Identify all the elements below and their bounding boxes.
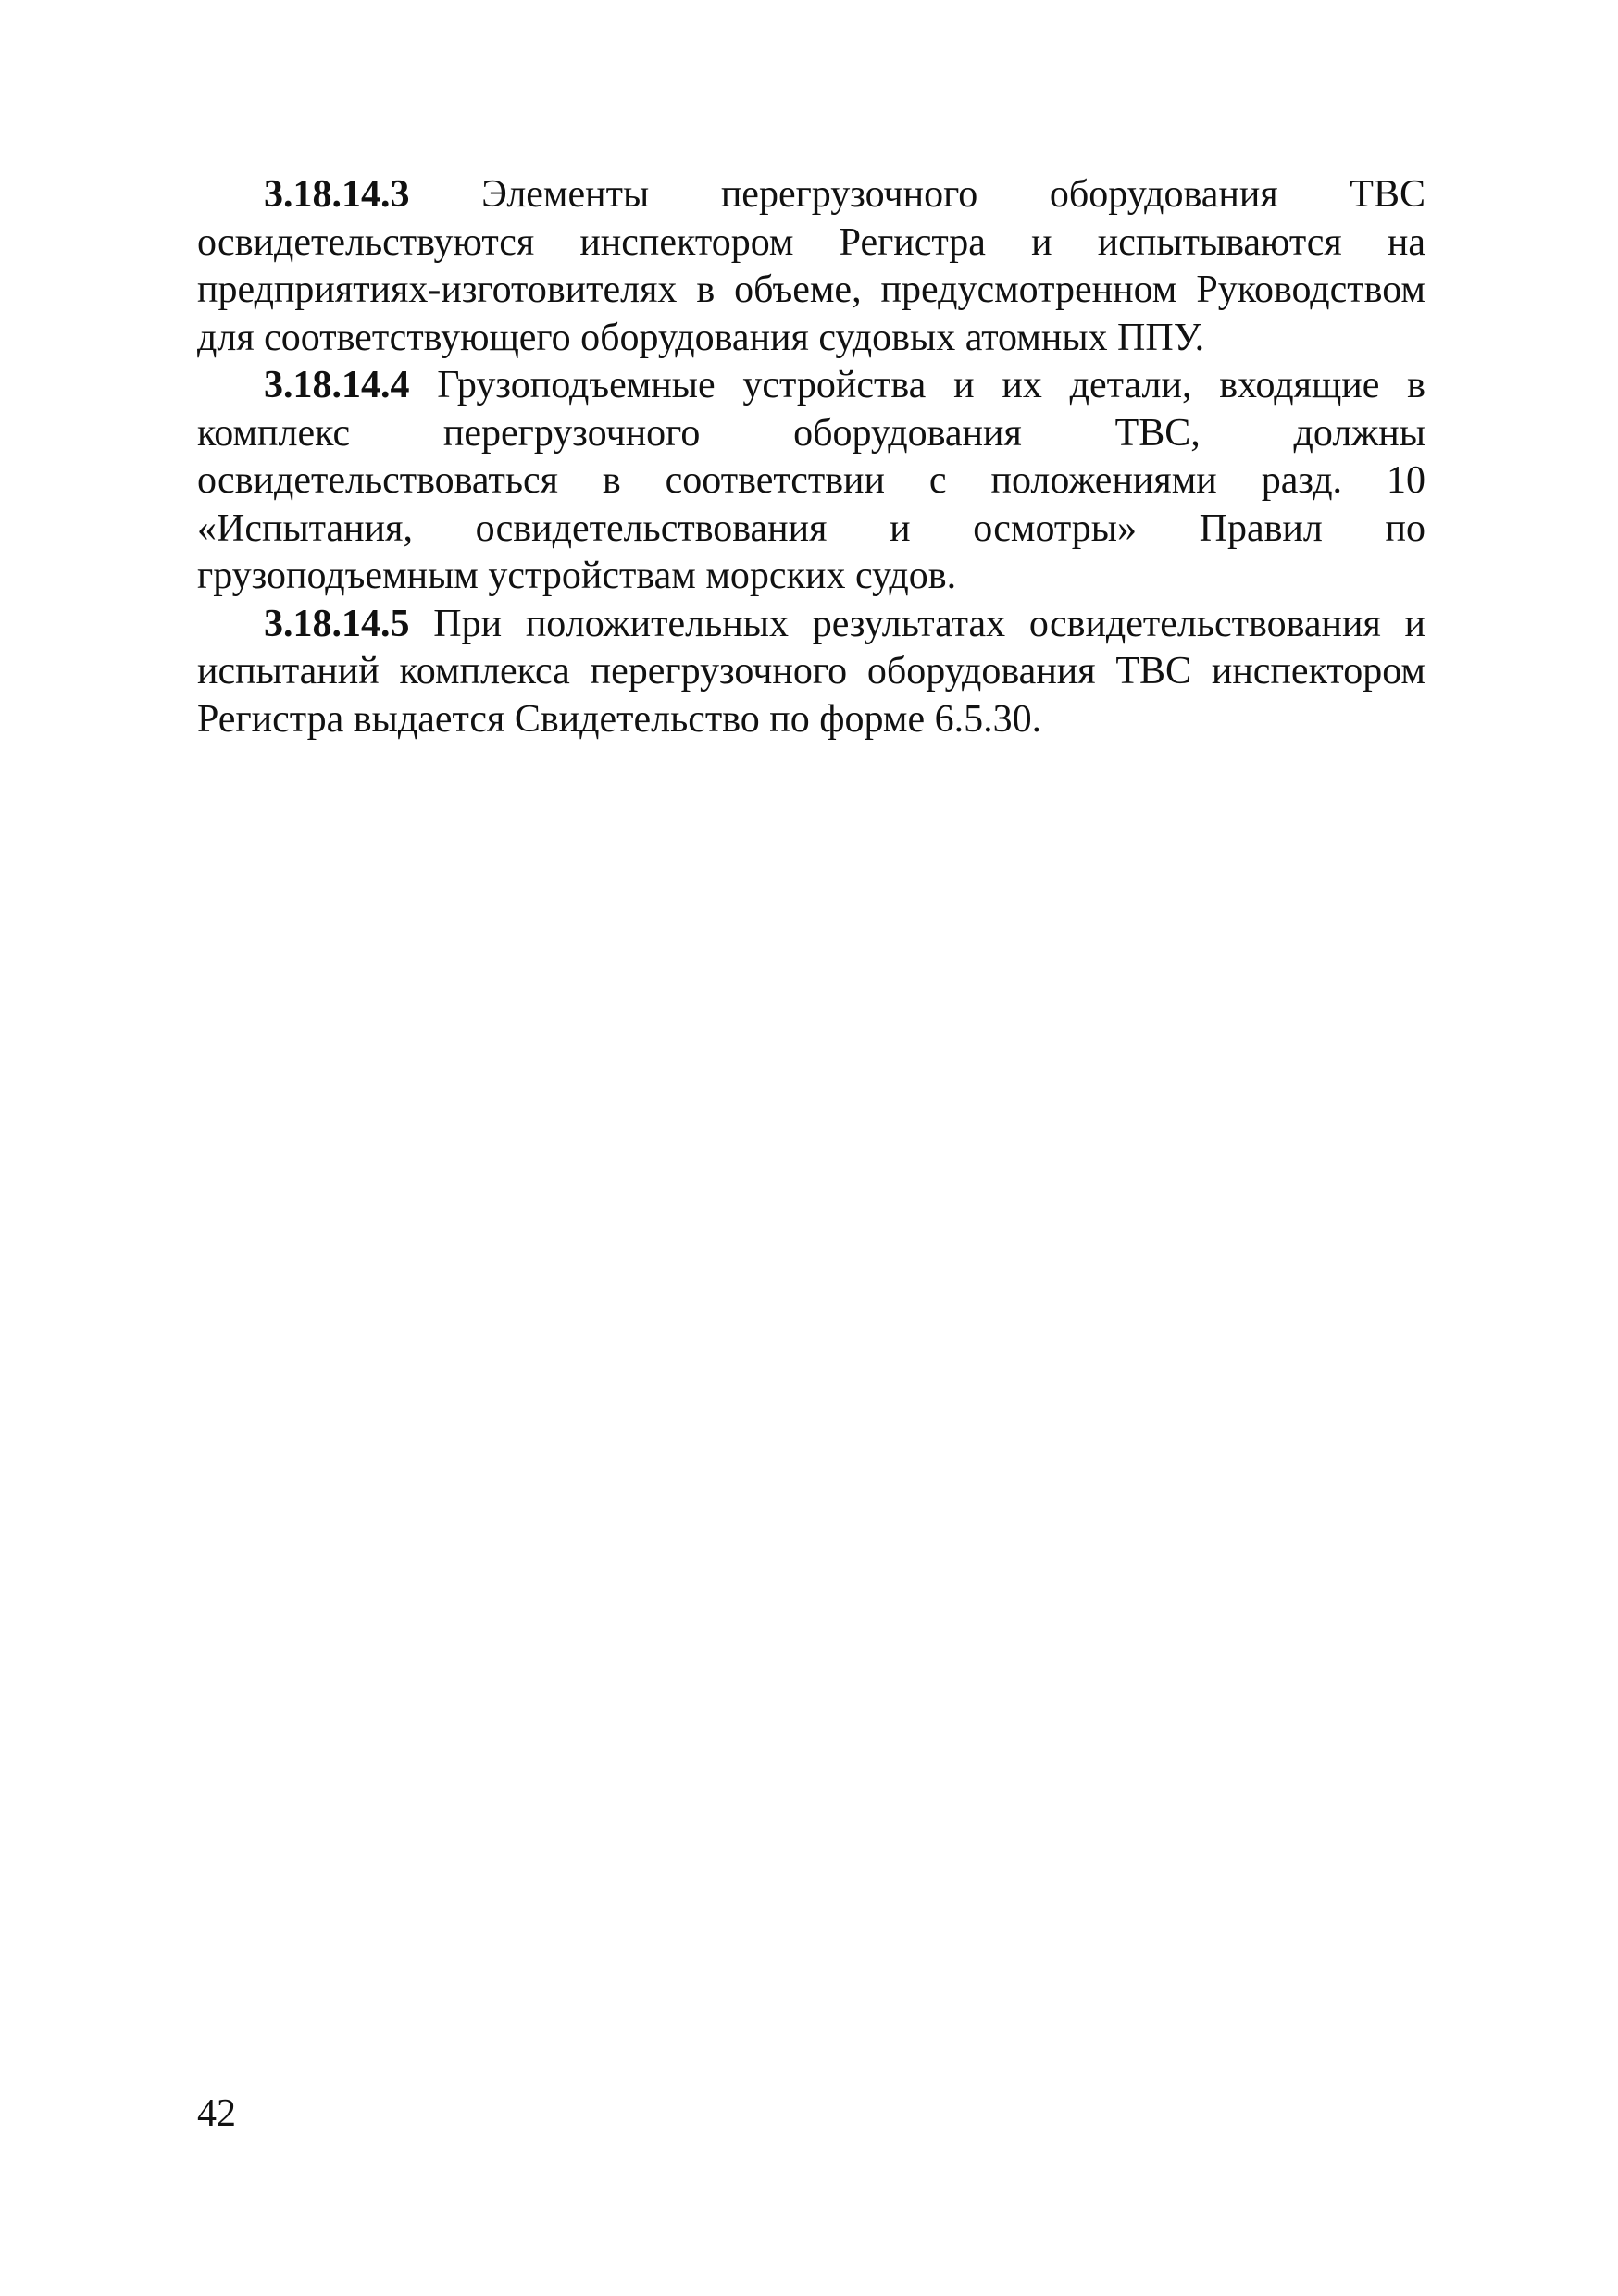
page-number: 42 — [197, 2092, 236, 2135]
body-text — [197, 171, 1425, 743]
paragraph-3-18-14-5 — [197, 601, 1425, 744]
paragraph-3-18-14-4 — [197, 362, 1425, 601]
clause-number: 3.18.14.3 — [264, 173, 410, 216]
clause-number: 3.18.14.5 — [264, 602, 410, 645]
paragraph-text: Грузоподъемные устройства и их детали, входящие в комплекс перегрузочного оборудования ТВС, должны освидетельствоваться в соответствии с положениями разд. 10 «Испытания, освидетельствования и осмотры» Правил по грузоподъемным устройствам морских судов. — [197, 364, 1426, 597]
paragraph-3-18-14-3 — [197, 171, 1425, 362]
paragraph-text: При положительных результатах освидетельствования и испытаний комплекса перегрузочного оборудования ТВС инспектором Регистра выдается Свидетельство по форме 6.5.30. — [197, 602, 1426, 741]
clause-number: 3.18.14.4 — [264, 364, 410, 406]
paragraph-text: Элементы перегрузочного оборудования ТВС освидетельствуются инспектором Регистра и испытываются на предприятиях-изготовителях в объеме, предусмотренном Руководством для соответствующего оборудования судовых атомных ППУ. — [197, 173, 1425, 359]
